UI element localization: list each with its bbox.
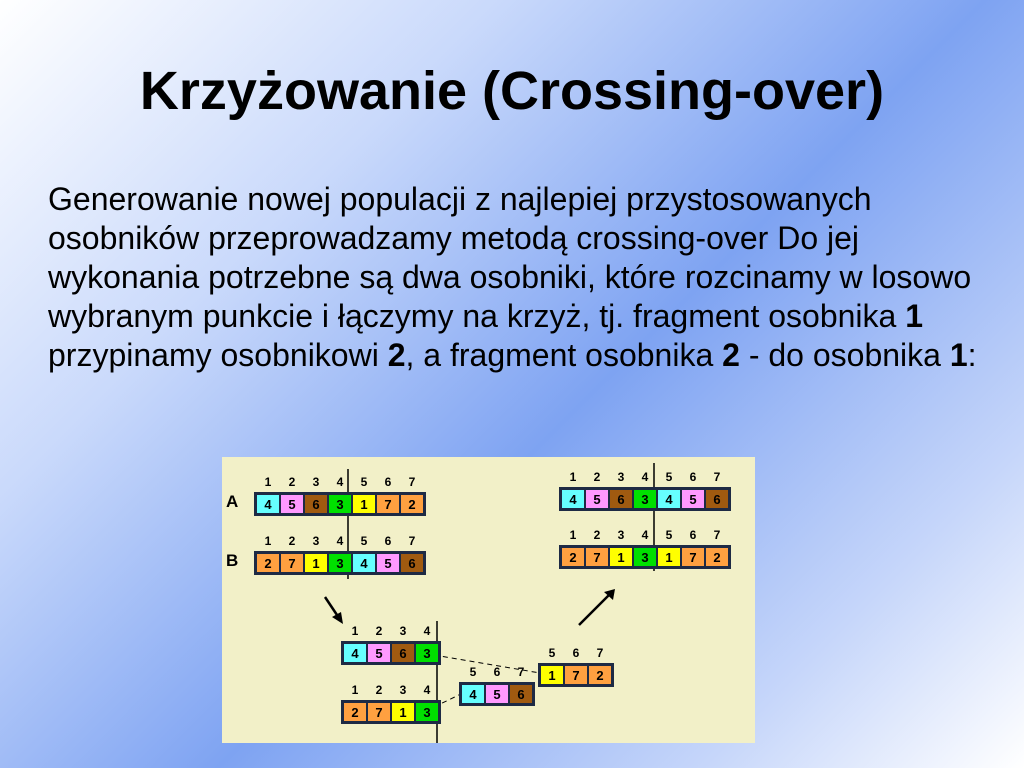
gene-position-label: 5 <box>469 665 477 679</box>
gene-position-label: 5 <box>665 528 673 542</box>
body-text-part-5: : <box>967 337 977 373</box>
gene-value: 4 <box>351 646 359 661</box>
body-text-part-4: - do osobnika <box>739 337 950 373</box>
gene-value: 4 <box>360 556 368 571</box>
gene-value: 5 <box>493 687 501 702</box>
gene-value: 1 <box>312 556 320 571</box>
gene-value: 3 <box>423 646 431 661</box>
gene-value: 5 <box>375 646 383 661</box>
gene-value: 2 <box>264 556 272 571</box>
gene-position-label: 3 <box>399 624 407 638</box>
gene-value: 7 <box>593 550 601 565</box>
gene-position-label: 2 <box>593 470 601 484</box>
gene-value: 5 <box>384 556 392 571</box>
gene-position-label: 5 <box>665 470 673 484</box>
slide-title: Krzyżowanie (Crossing-over) <box>139 61 885 121</box>
gene-value: 5 <box>689 492 697 507</box>
gene-value: 7 <box>288 556 296 571</box>
body-text-part-2: przypinamy osobnikowi <box>48 337 388 373</box>
crossover-diagram <box>222 457 755 743</box>
gene-position-label: 1 <box>264 475 272 489</box>
gene-position-label: 6 <box>572 646 580 660</box>
gene-value: 7 <box>572 668 580 683</box>
gene-position-label: 7 <box>408 475 416 489</box>
gene-position-label: 1 <box>351 624 359 638</box>
gene-value: 2 <box>569 550 577 565</box>
gene-strip-child-1 <box>559 470 731 511</box>
gene-value: 1 <box>399 705 407 720</box>
gene-value: 2 <box>408 497 416 512</box>
arrow-down-icon <box>325 597 343 624</box>
gene-position-label: 4 <box>336 475 344 489</box>
gene-position-label: 7 <box>713 470 721 484</box>
gene-value: 3 <box>641 492 649 507</box>
gene-value: 7 <box>689 550 697 565</box>
gene-position-label: 5 <box>360 534 368 548</box>
gene-position-label: 1 <box>569 528 577 542</box>
gene-value: 2 <box>713 550 721 565</box>
gene-position-label: 2 <box>288 534 296 548</box>
gene-position-label: 3 <box>617 470 625 484</box>
gene-position-label: 6 <box>689 470 697 484</box>
gene-position-label: 6 <box>493 665 501 679</box>
gene-position-label: 7 <box>408 534 416 548</box>
gene-position-label: 3 <box>617 528 625 542</box>
gene-position-label: 7 <box>596 646 604 660</box>
gene-strip-parent-a <box>254 475 426 516</box>
gene-value: 3 <box>336 497 344 512</box>
gene-position-label: 7 <box>713 528 721 542</box>
gene-value: 1 <box>665 550 673 565</box>
gene-position-label: 2 <box>593 528 601 542</box>
gene-value: 2 <box>596 668 604 683</box>
gene-position-label: 7 <box>517 665 525 679</box>
gene-position-label: 4 <box>336 534 344 548</box>
gene-value: 4 <box>469 687 477 702</box>
body-text-part-3: , a fragment osobnika <box>405 337 723 373</box>
gene-position-label: 4 <box>423 624 431 638</box>
gene-value: 7 <box>384 497 392 512</box>
gene-position-label: 3 <box>399 683 407 697</box>
body-bold-1: 1 <box>905 298 923 334</box>
gene-value: 7 <box>375 705 383 720</box>
gene-position-label: 6 <box>384 475 392 489</box>
gene-value: 1 <box>548 668 556 683</box>
gene-value: 4 <box>569 492 577 507</box>
gene-value: 4 <box>264 497 272 512</box>
gene-value: 1 <box>360 497 368 512</box>
label-b: B <box>226 551 239 570</box>
gene-position-label: 2 <box>375 683 383 697</box>
gene-value: 6 <box>312 497 320 512</box>
gene-strip-split-b-right <box>459 665 535 706</box>
gene-value: 5 <box>288 497 296 512</box>
gene-value: 4 <box>665 492 673 507</box>
body-bold-2: 2 <box>387 337 406 373</box>
body-text-part-1: Generowanie nowej populacji z najlepiej przystosowanych osobników przeprowadzamy metodą crossing-over Do jej wykonania potrzebne są dwa osobniki, które rozcinamy w losowo wybranym punkcie i łączymy na krzyż, tj. fragment osobnika <box>48 181 972 334</box>
gene-position-label: 1 <box>351 683 359 697</box>
label-a: A <box>226 492 239 511</box>
gene-position-label: 6 <box>384 534 392 548</box>
gene-value: 3 <box>641 550 649 565</box>
gene-value: 6 <box>408 556 416 571</box>
gene-position-label: 3 <box>312 534 320 548</box>
gene-position-label: 2 <box>288 475 296 489</box>
gene-value: 6 <box>517 687 525 702</box>
arrow-up-icon <box>579 589 615 625</box>
gene-position-label: 4 <box>641 470 649 484</box>
gene-position-label: 6 <box>689 528 697 542</box>
gene-strip-child-2 <box>559 528 731 569</box>
body-bold-4: 1 <box>949 337 968 373</box>
gene-value: 6 <box>399 646 407 661</box>
gene-value: 3 <box>336 556 344 571</box>
gene-value: 5 <box>593 492 601 507</box>
gene-position-label: 5 <box>548 646 556 660</box>
gene-value: 6 <box>617 492 625 507</box>
gene-strip-split-b-left <box>341 683 441 724</box>
gene-value: 1 <box>617 550 625 565</box>
gene-strip-split-a-right <box>538 646 614 687</box>
gene-position-label: 1 <box>569 470 577 484</box>
gene-value: 2 <box>351 705 359 720</box>
gene-strip-parent-b <box>254 534 426 575</box>
body-bold-3: 2 <box>722 337 740 373</box>
gene-strip-split-a-left <box>341 624 441 665</box>
gene-position-label: 3 <box>312 475 320 489</box>
gene-value: 6 <box>713 492 721 507</box>
gene-position-label: 2 <box>375 624 383 638</box>
gene-position-label: 4 <box>423 683 431 697</box>
gene-position-label: 4 <box>641 528 649 542</box>
crossover-diagram-svg <box>222 457 755 743</box>
slide-body-text <box>48 180 978 375</box>
gene-value: 3 <box>423 705 431 720</box>
gene-position-label: 5 <box>360 475 368 489</box>
gene-position-label: 1 <box>264 534 272 548</box>
